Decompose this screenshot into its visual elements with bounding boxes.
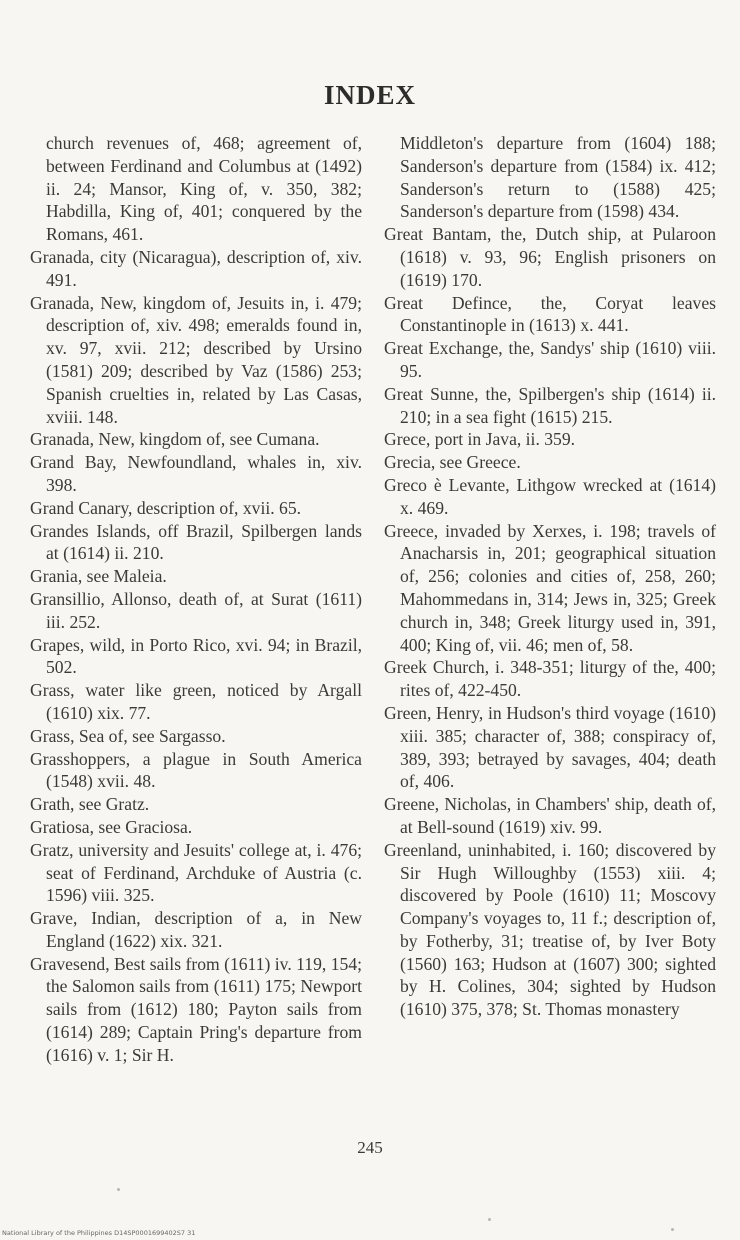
index-entry-grass-water: Grass, water like green, noticed by Argall (1610) xix. 77. (30, 680, 362, 723)
index-entry-continued: Middleton's departure from (1604) 188; Sanderson's departure from (1584) ix. 412; Sanderson's return to (1588) 425; Sanderson's departure from (1598) 434. (400, 133, 716, 222)
index-entry-gravesend: Gravesend, Best sails from (1611) iv. 119, 154; the Salomon sails from (1611) 175; Newport sails from (1612) 180; Payton sails from (1614) 289; Captain Pring's departure from (1616) v. 1; Sir H. (30, 953, 362, 1065)
index-entry-great-bantam: Great Bantam, the, Dutch ship, at Pularoon (1618) v. 93, 96; English prisoners on (1619) 170. (384, 224, 716, 290)
index-entry-greenland: Greenland, uninhabited, i. 160; discovered by Sir Hugh Willoughby (1553) xiii. 4; discovered by Poole (1610) 11; Moscovy Company's voyages to, 11 f.; description of, by Fotherby, 31; treatise of, by Iver Boty (1560) 163; Hudson at (1607) 300; sighted by H. Colines, 304; sighted by Hudson (1610) 375, 378; St. Thomas monastery (384, 839, 716, 1020)
index-entry-grath: Grath, see Gratz. (30, 794, 150, 815)
index-entry-greek-church: Greek Church, i. 348-351; liturgy of the, 400; rites of, 422-450. (384, 657, 716, 701)
index-entry-green-henry: Green, Henry, in Hudson's third voyage (1610) xiii. 385; character of, 388; conspiracy of, 389, 393; betrayed by savages, 404; death of, 406. (384, 702, 716, 792)
index-entry-grandes-islands: Grandes Islands, off Brazil, Spilbergen lands at (1614) ii. 210. (30, 520, 362, 564)
index-entry-granada-city: Granada, city (Nicaragua), description of, xiv. 491. (30, 246, 362, 290)
index-entry-granada-new-see: Granada, New, kingdom of, see Cumana. (30, 429, 320, 450)
index-entry-grand-canary: Grand Canary, description of, xvii. 65. (30, 497, 302, 518)
index-column-right (384, 132, 716, 1021)
page-number: 245 (357, 1138, 383, 1157)
index-entry-granada-new: Granada, New, kingdom of, Jesuits in, i. 479; description of, xiv. 498; emeralds found in, xv. 97, xvii. 212; described by Ursino (1581) 209; described by Vaz (1586) 253; Spanish cruelties in, related by Las Casas, xviii. 148. (30, 292, 362, 427)
index-entry-gratiosa: Gratiosa, see Graciosa. (30, 816, 193, 837)
paper-speck-decoration (671, 1228, 674, 1231)
index-entry-continued: church revenues of, 468; agreement of, between Ferdinand and Columbus at (1492) ii. 24; Mansor, King of, v. 350, 382; Habdilla, King of, 401; conquered by the Romans, 461. (46, 133, 362, 245)
index-entry-grand-bay: Grand Bay, Newfoundland, whales in, xiv. 398. (30, 452, 362, 495)
index-column-left (30, 132, 362, 1067)
paper-speck-decoration (488, 1218, 491, 1221)
index-entry-greco-levante: Greco è Levante, Lithgow wrecked at (1614) x. 469. (384, 474, 716, 518)
footer-credit: National Library of the Philippines D14SP0001699402S7 31 (2, 1229, 196, 1237)
index-entry-grania: Grania, see Maleia. (30, 566, 167, 587)
index-entry-great-exchange: Great Exchange, the, Sandys' ship (1610) viii. 95. (384, 338, 716, 381)
index-entry-great-defince: Great Defince, the, Coryat leaves Constantinople in (1613) x. 441. (384, 292, 716, 336)
page-title: INDEX (323, 80, 416, 110)
index-entry-grecia: Grecia, see Greece. (384, 452, 521, 473)
index-entry-greece: Greece, invaded by Xerxes, i. 198; travels of Anacharsis in, 201; geographical situation of, 256; colonies and cities of, 258, 260; Mahommedans in, 314; Jews in, 325; Greek church in, 348; Greek liturgy used in, 391, 400; King of, vii. 46; men of, 58. (384, 520, 716, 655)
index-entry-grave: Grave, Indian, description of a, in New England (1622) xix. 321. (30, 908, 362, 951)
index-entry-greene-nicholas: Greene, Nicholas, in Chambers' ship, death of, at Bell-sound (1619) xiv. 99. (384, 794, 716, 837)
paper-speck-decoration (117, 1188, 120, 1191)
index-entry-gransillio: Gransillio, Allonso, death of, at Surat (1611) iii. 252. (30, 588, 362, 632)
index-entry-grece: Grece, port in Java, ii. 359. (384, 429, 576, 450)
index-entry-grasshoppers: Grasshoppers, a plague in South America (1548) xvii. 48. (30, 748, 362, 792)
index-entry-gratz: Gratz, university and Jesuits' college at, i. 476; seat of Ferdinand, Archduke of Austria (c. 1596) viii. 325. (30, 839, 362, 906)
index-entry-grass-sea: Grass, Sea of, see Sargasso. (30, 725, 226, 746)
index-entry-great-sunne: Great Sunne, the, Spilbergen's ship (1614) ii. 210; in a sea fight (1615) 215. (384, 383, 716, 427)
index-entry-grapes: Grapes, wild, in Porto Rico, xvi. 94; in Brazil, 502. (30, 634, 362, 678)
